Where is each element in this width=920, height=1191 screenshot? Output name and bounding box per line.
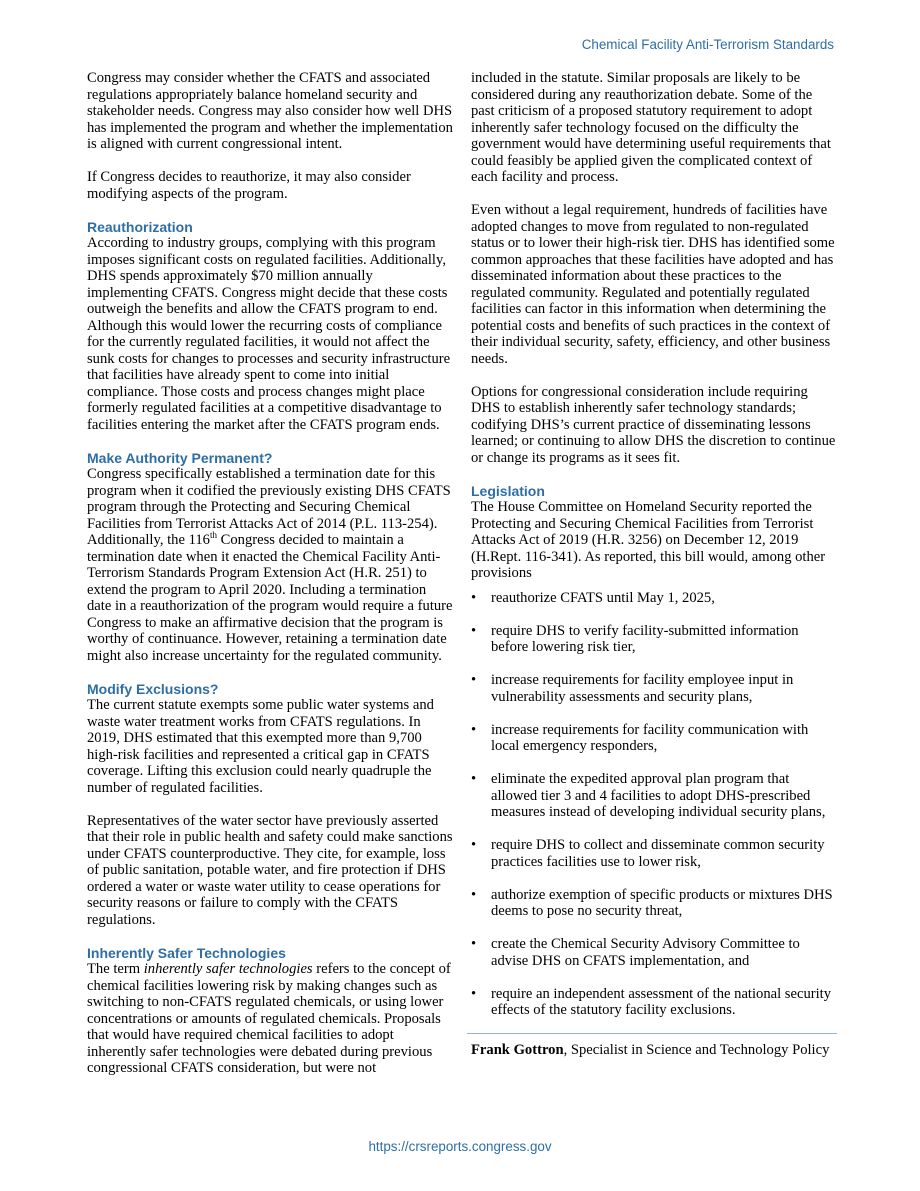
list-item (471, 623, 837, 656)
list-item (471, 986, 837, 1019)
intro-paragraph: Congress may consider whether the CFATS and associated regulations appropriately balance homeland security and stakeholder needs. Congress may also consider how well DHS has implemented the program and whether the implementation is aligned with current congressional intent. (87, 70, 453, 152)
left-column (87, 70, 453, 1093)
list-item-text: reauthorize CFATS until May 1, 2025, (491, 589, 715, 606)
list-item (471, 837, 837, 870)
ist-body-a: The term (87, 961, 144, 977)
voluntary-changes-paragraph: Even without a legal requirement, hundreds of facilities have adopted changes to move from regulated to non-regulated status or to lower their high-risk tier. DHS has identified some common approaches that these facilities have adopted and has disseminated information about these practices to the regulated community. Regulated and potentially regulated facilities can factor in this information when determining the potential costs and benefits of such practices in the context of their individual security, safety, efficiency, and other business needs. (471, 202, 835, 367)
list-item (471, 771, 837, 821)
provisions-list (471, 590, 837, 1019)
bullet-icon: • (471, 886, 477, 903)
bullet-icon: • (471, 837, 477, 853)
reauthorization-body: According to industry groups, complying with this program imposes significant costs on regulated facilities. Additionally, DHS spends approximately $70 million annually implementing CFATS. Congress might decide that these costs outweigh the benefits and allow the CFATS program to end. Although this would lower the recurring costs of compliance for the currently regulated facilities, it would not affect the sunk costs for changes to processes and security infrastructure that facilities have already spent to come into initial compliance. Those costs and process changes might place formerly regulated facilities at a competitive disadvantage to facilities entering the market after the CFATS program ends. (87, 235, 451, 433)
list-item-text: require DHS to collect and disseminate common security practices facilities use to lower risk, (491, 837, 825, 870)
bullet-icon: • (471, 936, 477, 952)
ist-term: inherently safer technologies (143, 961, 313, 977)
list-item (471, 887, 837, 920)
permanent-body (87, 466, 453, 664)
list-item (471, 590, 837, 607)
footer-url[interactable]: https://crsreports.congress.gov (368, 1139, 552, 1154)
exclusions-body-1: The current statute exempts some public water systems and waste water treatment works from CFATS regulations. In 2019, DHS estimated that this exempted more than 9,700 high-risk facilities and represented a critical gap in CFATS coverage. Lifting this exclusion could nearly quadruple the number of regulated facilities. (87, 697, 434, 796)
list-item (471, 936, 837, 969)
list-item-text: eliminate the expedited approval plan program that allowed tier 3 and 4 facilities to adopt DHS-prescribed measures instead of developing individual security plans, (491, 771, 826, 820)
ist-heading: Inherently Safer Technologies (87, 944, 286, 961)
list-item (471, 672, 837, 705)
bullet-icon: • (471, 622, 477, 639)
list-item-text: require an independent assessment of the national security effects of the statutory facility exclusions. (491, 985, 832, 1018)
reauthorization-heading: Reauthorization (87, 218, 193, 235)
permanent-heading: Make Authority Permanent? (87, 449, 273, 466)
exclusions-heading: Modify Exclusions? (87, 680, 219, 697)
bullet-icon: • (471, 672, 477, 688)
permanent-body-b: Congress decided to maintain a termination date when it enacted the Chemical Facility Anti-Terrorism Standards Program Extension Act (H.R. 251) to extend the program to April 2020. Including a termination date in a reauthorization of the program would require a future Congress to make an affirmative decision that the program is worthy of continuance. However, retaining a termination date might also increase uncertainty for the regulated community. (87, 532, 453, 664)
ordinal-sup: th (209, 530, 217, 541)
ist-body (87, 961, 453, 1077)
ist-body-b: refers to the concept of chemical facilities lowering risk by making changes such as switching to non-CFATS regulated chemicals, or using lower concentrations or amounts of regulated chemicals. Proposals that would have required chemical facilities to adopt inherently safer technologies were debated during previous congressional CFATS consideration, but were not (87, 961, 451, 1076)
running-header: Chemical Facility Anti-Terrorism Standards (581, 37, 834, 52)
legislation-heading: Legislation (471, 482, 545, 499)
author-line (471, 1042, 837, 1059)
ist-continued: included in the statute. Similar proposals are likely to be considered during any reauthorization debate. Some of the past criticism of a proposed statutory requirement to adopt inherently safer technology focused on the difficulty the government would have determining useful requirements that could feasibly be applied given the complicated context of each facility and process. (471, 70, 831, 185)
list-item-text: increase requirements for facility employee input in vulnerability assessments and security plans, (491, 672, 794, 705)
exclusions-body-2: Representatives of the water sector have previously asserted that their role in public health and safety could make sanctions under CFATS counterproductive. They cite, for example, loss of public sanitation, potable water, and fire protection if DHS ordered a water or waste water utility to cease operations for security reasons or failure to comply with the CFATS regulations. (87, 812, 453, 928)
author-name: Frank Gottron (471, 1042, 564, 1058)
list-item-text: increase requirements for facility communication with local emergency responders, (491, 721, 809, 754)
author-divider (467, 1033, 837, 1034)
author-title: , Specialist in Science and Technology Policy (563, 1042, 830, 1058)
bullet-icon: • (471, 985, 477, 1002)
legislation-body: The House Committee on Homeland Security reported the Protecting and Securing Chemical Facilities from Terrorist Attacks Act of 2019 (H.R. 3256) on December 12, 2019 (H.Rept. 116-341). As reported, this bill would, among other provisions (471, 499, 826, 581)
right-column (471, 70, 837, 1075)
reauthorize-paragraph: If Congress decides to reauthorize, it may also consider modifying aspects of the program. (87, 169, 411, 202)
bullet-icon: • (471, 771, 477, 787)
bullet-icon: • (471, 589, 477, 606)
list-item-text: require DHS to verify facility-submitted information before lowering risk tier, (491, 622, 799, 655)
options-paragraph: Options for congressional consideration include requiring DHS to establish inherently safer technology standards; codifying DHS’s current practice of disseminating lessons learned; or continuing to allow DHS the discretion to continue or change its programs as it sees fit. (471, 383, 836, 466)
list-item-text: create the Chemical Security Advisory Committee to advise DHS on CFATS implementation, and (491, 936, 800, 969)
list-item-text: authorize exemption of specific products or mixtures DHS deems to pose no security threat, (491, 886, 833, 919)
permanent-body-a: Congress specifically established a termination date for this program when it codified the previously existing DHS CFATS program through the Protecting and Securing Chemical Facilities from Terrorist Attacks Act of 2014 (P.L. 113-254). Additionally, the 116 (87, 466, 451, 548)
bullet-icon: • (471, 721, 477, 738)
list-item (471, 722, 837, 755)
